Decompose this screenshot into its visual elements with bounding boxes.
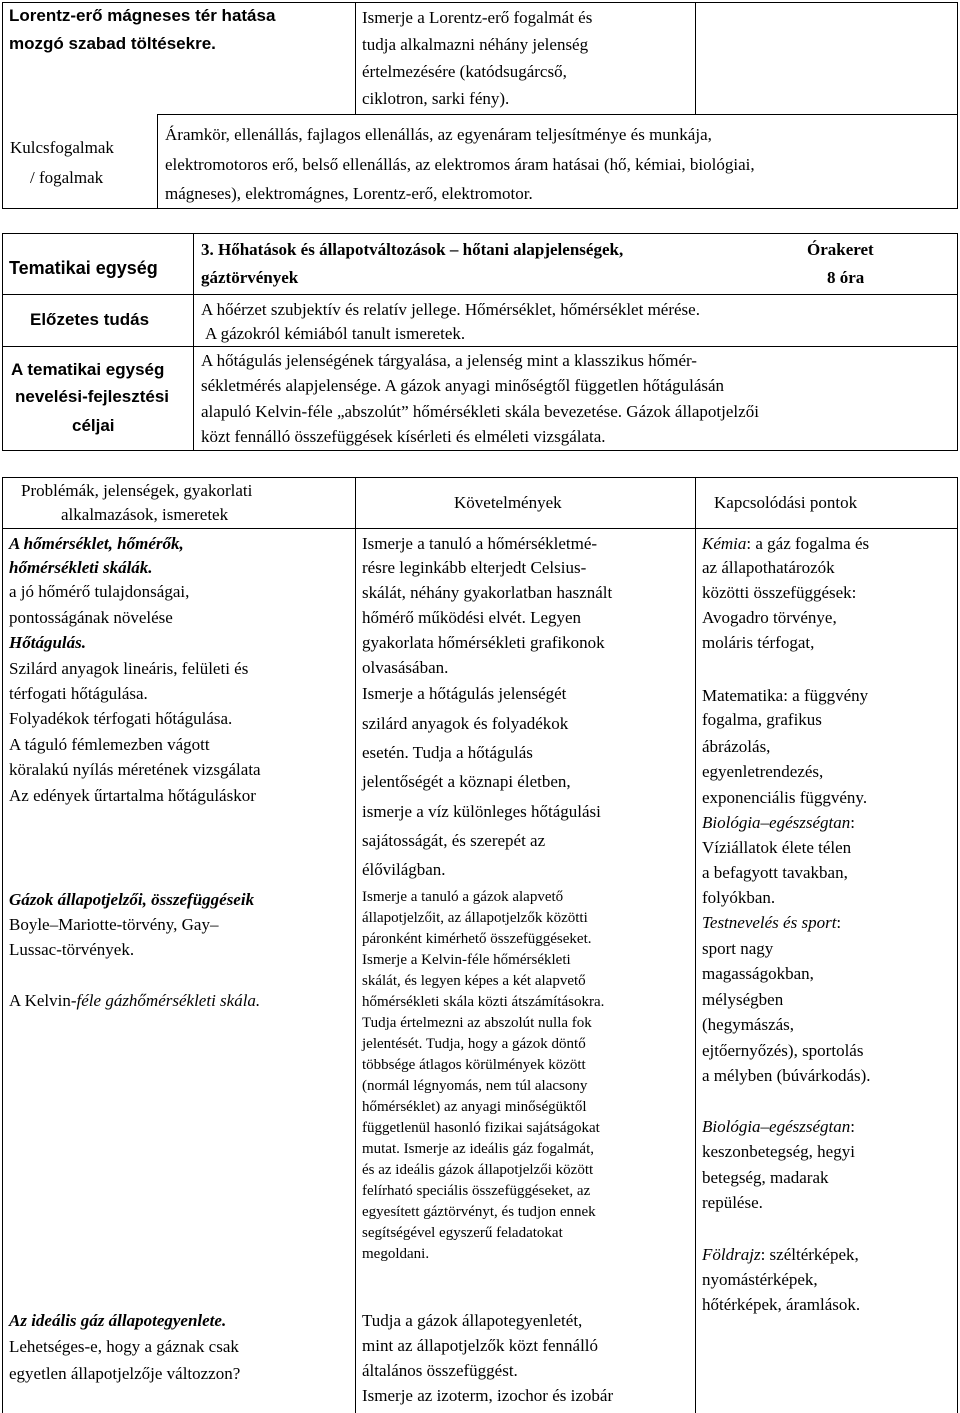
req-line-2: tudja alkalmazni néhány jelenség <box>362 35 589 54</box>
p1-line-5: gyakorlata hőmérsékleti grafikonok <box>362 633 605 652</box>
col3-header: Kapcsolódási pontok <box>714 493 858 512</box>
p3-line-1: Tudja a gázok állapotegyenletét, <box>362 1311 583 1330</box>
p2-line-13: mutat. Ismerje az ideális gáz fogalmát, <box>362 1141 594 1157</box>
req-line-3: értelmezésére (katódsugárcső, <box>362 62 567 81</box>
celok-label-1: A tematikai egység <box>11 360 165 379</box>
col1-header-line-1: Problémák, jelenségek, gyakorlati <box>21 481 253 500</box>
p1-line-2: résre leginkább elterjedt Celsius- <box>362 558 587 577</box>
celok-label-2: nevelési-fejlesztési <box>15 387 170 406</box>
mat-line-1: Matematika: a függvény <box>702 686 869 705</box>
col2-header: Követelmények <box>454 493 562 512</box>
mat-line-5: exponenciális függvény. <box>702 788 868 807</box>
celok-label-3: céljai <box>72 416 115 435</box>
fold-label: Földrajz <box>702 1245 761 1264</box>
kemia-line-3: közötti összefüggések: <box>702 583 857 602</box>
p2-line-3: páronként kimérhető összefüggéseket. <box>362 931 592 947</box>
test-label-line: Testnevelés és sport: <box>702 913 842 932</box>
p3-line-4: Ismerje az izoterm, izochor és izobár <box>362 1386 614 1405</box>
fold-line-2: nyomástérképek, <box>702 1270 818 1289</box>
bio1-line-3: folyókban. <box>702 888 776 907</box>
fold-line-3: hőtérképek, áramlások. <box>702 1295 861 1314</box>
fold-line-1 <box>702 1243 859 1267</box>
s1-line-1: a jó hőmérő tulajdonságai, <box>9 582 190 601</box>
p2-line-16: egyesített gáztörvényt, és tudjon ennek <box>362 1204 596 1220</box>
kulcs-label-line-1: Kulcsfogalmak <box>10 138 114 157</box>
kemia-line-1 <box>702 532 869 556</box>
p2-line-14: és az ideális gázok állapotjelzői között <box>362 1162 594 1178</box>
s2-line-2: térfogati hőtágulása. <box>9 684 148 703</box>
s4-italic: féle gázhőmérsékleti skála. <box>76 991 261 1010</box>
s5-line-2: egyetlen állapotjelzője változzon? <box>9 1364 241 1383</box>
s5-title: Az ideális gáz állapotegyenlete. <box>9 1311 227 1330</box>
kemia-line-2: az állapothatározók <box>702 558 835 577</box>
p2-line-15: felírható speciális összefüggéseket, az <box>362 1183 591 1199</box>
s3-line-2: Lussac-törvények. <box>9 940 135 959</box>
bio1-label: Biológia–egészségtan <box>702 813 851 832</box>
bio2-label: Biológia–egészségtan <box>702 1117 851 1136</box>
p2-line-1: Ismerje a tanuló a gázok alapvető <box>362 889 564 905</box>
kemia-line-5: moláris térfogat, <box>702 633 815 652</box>
p2-line-7: Tudja értelmezni az abszolút nulla fok <box>362 1015 592 1031</box>
p1-line-12: sajátosságát, és szerepét az <box>362 831 546 850</box>
orakeret-value: 8 óra <box>827 268 865 287</box>
unit-title-line-1: 3. Hőhatások és állapotváltozások – hőtani alapjelenségek, <box>201 240 624 259</box>
p3-line-3: általános összefüggést. <box>362 1361 518 1380</box>
test-line-5: ejtőernyőzés), sportolás <box>702 1041 864 1060</box>
s2-line-1: Szilárd anyagok lineáris, felületi és <box>9 659 249 678</box>
mat-line-4: egyenletrendezés, <box>702 762 824 781</box>
p1-line-1: Ismerje a tanuló a hőmérsékletmé- <box>362 534 598 553</box>
p1-line-8: szilárd anyagok és folyadékok <box>362 714 569 733</box>
p2-line-5: skálát, és legyen képes a két alapvető <box>362 973 586 989</box>
kemia-line-4: Avogadro törvénye, <box>702 608 837 627</box>
p2-line-11: hőmérséklet) az anyagi minőségüktől <box>362 1099 587 1115</box>
p2-line-8: jelentését. Tudja, hogy a gázok döntő <box>362 1036 586 1052</box>
celok-line-1: A hőtágulás jelenségének tárgyalása, a jelenség mint a klasszikus hőmér- <box>201 351 697 370</box>
kulcs-line-2: elektromotoros erő, belső ellenállás, az elektromos áram hatásai (hő, kémiai, biológiai, <box>165 155 755 174</box>
topic-line-1: Lorentz-erő mágneses tér hatása <box>9 6 276 25</box>
test-label: Testnevelés és sport <box>702 913 837 932</box>
celok-line-3: alapuló Kelvin-féle „abszolút” hőmérsékleti skála bevezetése. Gázok állapotjelzői <box>201 402 759 421</box>
p1-line-4: hőmérő működési elvét. Legyen <box>362 608 582 627</box>
test-line-1: sport nagy <box>702 939 774 958</box>
bio2-line-3: repülése. <box>702 1193 763 1212</box>
label-elozetes-tudas: Előzetes tudás <box>30 310 150 329</box>
p1-line-7: Ismerje a hőtágulás jelenségét <box>362 684 567 703</box>
s1-line-2: pontosságának növelése <box>9 608 173 627</box>
celok-line-4: közt fennálló összefüggések kísérleti és elméleti vizsgálata. <box>201 427 606 446</box>
mat-line-2: fogalma, grafikus <box>702 710 822 729</box>
orakeret-label: Órakeret <box>807 240 874 259</box>
p1-line-10: jelentőségét a köznapi életben, <box>362 772 571 791</box>
p1-line-11: ismerje a víz különleges hőtágulási <box>362 802 601 821</box>
s2-line-3: Folyadékok térfogati hőtágulása. <box>9 709 233 728</box>
test-line-3: mélységben <box>702 990 784 1009</box>
bio2-line-1: keszonbetegség, hegyi <box>702 1142 855 1161</box>
p1-line-6: olvasásában. <box>362 658 449 677</box>
s3-line-1: Boyle–Mariotte-törvény, Gay– <box>9 915 219 934</box>
p2-line-2: állapotjelzőit, az állapotjelzők közötti <box>362 910 588 926</box>
p2-line-17: segítségével egyszerű feladatokat <box>362 1225 563 1241</box>
s5-line-1: Lehetséges-e, hogy a gáznak csak <box>9 1337 239 1356</box>
test-line-4: (hegymászás, <box>702 1015 795 1034</box>
p2-line-10: (normál légnyomás, nem túl alacsony <box>362 1078 588 1094</box>
kulcs-label-line-2: / fogalmak <box>30 168 104 187</box>
mat-line-3: ábrázolás, <box>702 737 771 756</box>
elozetes-line-2: A gázokról kémiából tanult ismeretek. <box>205 324 466 343</box>
kulcs-line-3: mágneses), elektromágnes, Lorentz-erő, elektromotor. <box>165 184 533 203</box>
col1-header-line-2: alkalmazások, ismeretek <box>61 505 229 524</box>
bio1-line-1: Víziállatok élete télen <box>702 838 852 857</box>
unit-title-line-2: gáztörvények <box>201 268 299 287</box>
p2-line-9: többsége átlagos körülmények között <box>362 1057 586 1073</box>
s3-title: Gázok állapotjelzői, összefüggéseik <box>9 890 255 909</box>
p1-line-13: élővilágban. <box>362 860 446 879</box>
p2-line-18: megoldani. <box>362 1246 430 1262</box>
p2-line-6: hőmérsékleti skála közti átszámításokra. <box>362 994 605 1010</box>
s1-title-2: hőmérsékleti skálák. <box>9 558 153 577</box>
elozetes-line-1: A hőérzet szubjektív és relatív jellege. Hőmérséklet, hőmérséklet mérése. <box>201 300 700 319</box>
bio2-line-2: betegség, madarak <box>702 1168 829 1187</box>
test-line-2: magasságokban, <box>702 964 814 983</box>
req-line-1: Ismerje a Lorentz-erő fogalmát és <box>362 8 593 27</box>
p2-line-12: függetlenül hasonló fizikai sajátságokat <box>362 1120 600 1136</box>
s4-line <box>9 989 260 1013</box>
label-tematikai-egyseg: Tematikai egység <box>9 258 158 278</box>
topic-line-2: mozgó szabad töltésekre. <box>9 34 216 53</box>
req-line-4: ciklotron, sarki fény). <box>362 89 510 108</box>
celok-line-2: sékletmérés alapjelensége. A gázok anyagi minőségtől független hőtágulásán <box>201 376 725 395</box>
s2-line-4: A táguló fémlemezben vágott <box>9 735 210 754</box>
s1-title-1: A hőmérséklet, hőmérők, <box>9 534 184 553</box>
s2-line-6: Az edények űrtartalma hőtáguláskor <box>9 786 256 805</box>
s4-prefix: A Kelvin- <box>9 991 77 1010</box>
bio1-label-line: Biológia–egészségtan: <box>702 813 855 832</box>
p1-line-3: skálát, néhány gyakorlatban használt <box>362 583 613 602</box>
kemia-text-1: : a gáz fogalma és <box>746 534 870 553</box>
fold-text-1: : széltérképek, <box>760 1245 859 1264</box>
p1-line-9: esetén. Tudja a hőtágulás <box>362 743 533 762</box>
bio2-label-line: Biológia–egészségtan: <box>702 1117 855 1136</box>
s2-line-5: köralakú nyílás méretének vizsgálata <box>9 760 261 779</box>
p2-block <box>362 887 604 1265</box>
kulcs-line-1: Áramkör, ellenállás, fajlagos ellenállás, az egyenáram teljesítménye és munkája, <box>165 125 712 144</box>
bio1-line-2: a befagyott tavakban, <box>702 863 848 882</box>
test-line-6: a mélyben (búvárkodás). <box>702 1066 871 1085</box>
p2-line-4: Ismerje a Kelvin-féle hőmérsékleti <box>362 952 571 968</box>
s2-title: Hőtágulás. <box>9 633 86 652</box>
p3-line-2: mint az állapotjelzők közt fennálló <box>362 1336 599 1355</box>
kemia-label: Kémia <box>702 534 747 553</box>
